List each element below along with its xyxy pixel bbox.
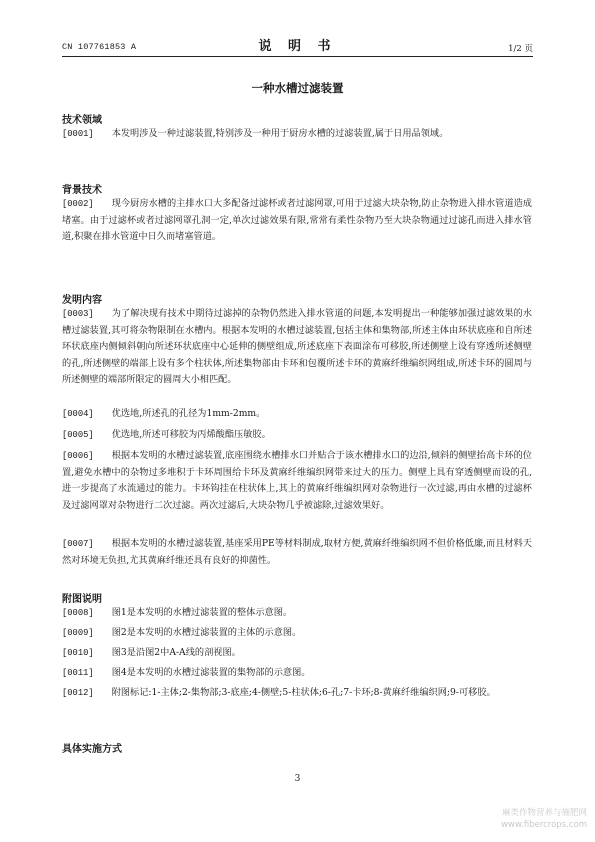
section-heading-technical-field: 技术领域: [62, 115, 102, 126]
paragraph-text: 图2是本发明的水槽过滤装置的主体的示意图。: [111, 627, 302, 638]
paragraph-id: [0004]: [62, 409, 94, 419]
paragraph-0011: [62, 665, 532, 682]
page-header: [62, 34, 533, 54]
section-heading-embodiments: 具体实施方式: [62, 744, 122, 755]
paragraph-text: 根据本发明的水槽过滤装置,底座围绕水槽排水口并贴合于该水槽排水口的边沿,倾斜的侧壁抬高卡环的位置,避免水槽中的杂物过多堆积于卡环周围给卡环及黄麻纤维编织网带来过大的压力。侧壁上具有穿透侧壁而设的孔,进一步提高了水流通过的能力。卡环钩挂在柱状体上,其上的黄麻纤维编织网对杂物进行一次过滤,再由水槽的过滤杯及过滤网罩对杂物进行二次过滤。两次过滤后,大块杂物几乎被滤除,过滤效果好。: [62, 450, 532, 511]
paragraph-text: 为了解决现有技术中期待过滤掉的杂物仍然进入排水管道的问题,本发明提出一种能够加强过滤效果的水槽过滤装置,其可将杂物限制在水槽内。根据本发明的水槽过滤装置,包括主体和集物部,所述主体由环状底座和自所述环状底座内侧倾斜朝向所述环状底座中心延伸的侧壁组成,所述底座下表面涂布可移胶,所述侧壁上设有穿透所述侧壁的孔,所述侧壁的端部上设有多个柱状体,所述集物部由卡环和包覆所述卡环的黄麻纤维编织网组成,所述卡环的圆周与所述侧壁的端部所限定的圆周大小相匹配。: [62, 308, 532, 386]
paragraph-id: [0003]: [62, 309, 94, 319]
header-rule: [62, 56, 533, 57]
paragraph-0003: [62, 306, 532, 389]
paragraph-text: 本发明涉及一种过滤装置,特别涉及一种用于厨房水槽的过滤装置,属于日用品领域。: [111, 128, 449, 139]
paragraph-0002: [62, 196, 532, 246]
paragraph-id: [0002]: [62, 199, 94, 209]
paragraph-0001: [62, 126, 532, 143]
section-heading-summary: 发明内容: [62, 295, 102, 306]
paragraph-text: 优选地,所述孔的孔径为1mm-2mm。: [111, 408, 266, 419]
paragraph-0010: [62, 645, 532, 662]
paragraph-id: [0011]: [62, 668, 94, 678]
paragraph-text: 图3是沿图2中A-A线的剖视图。: [111, 647, 241, 658]
paragraph-0004: [62, 406, 532, 423]
paragraph-id: [0005]: [62, 430, 94, 440]
section-heading-background: 背景技术: [62, 185, 102, 196]
paragraph-text: 根据本发明的水槽过滤装置,基座采用PE等材料制成,取材方便,黄麻纤维编织网不但价格低廉,而且材料天然对环境无负担,尤其黄麻纤维还具有良好的抑菌性。: [62, 538, 532, 566]
page-indicator: 1/2 页: [508, 44, 533, 54]
paragraph-text: 图1是本发明的水槽过滤装置的整体示意图。: [111, 607, 293, 618]
paragraph-id: [0006]: [62, 451, 94, 461]
paragraph-0007: [62, 536, 532, 569]
paragraph-text: 优选地,所述可移胶为丙烯酸酯压敏胶。: [111, 429, 271, 440]
section-heading-drawings: 附图说明: [62, 594, 102, 605]
paragraph-text: 附图标记:1-主体;2-集物部;3-底座;4-侧壁;5-柱状体;6-孔;7-卡环;8-黄麻纤维编织网;9-可移胶。: [111, 687, 496, 698]
paragraph-0005: [62, 427, 532, 444]
paragraph-0012: [62, 685, 532, 702]
patent-number: CN 107761853 A: [62, 42, 137, 52]
paragraph-id: [0010]: [62, 648, 94, 658]
paragraph-id: [0009]: [62, 628, 94, 638]
page-number: 3: [294, 774, 301, 784]
paragraph-id: [0008]: [62, 608, 94, 618]
paragraph-id: [0001]: [62, 129, 94, 139]
paragraph-0008: [62, 605, 532, 622]
paragraph-0009: [62, 625, 532, 642]
document-title: 一种水槽过滤装置: [251, 81, 344, 95]
document-type-label: 说 明 书: [258, 39, 337, 54]
paragraph-id: [0007]: [62, 539, 94, 549]
watermark-text: 麻类作物营养与施肥网: [501, 808, 587, 818]
paragraph-text: 图4是本发明的水槽过滤装置的集物部的示意图。: [111, 667, 311, 678]
paragraph-id: [0012]: [62, 688, 94, 698]
watermark-url: www.fibercrops.com: [501, 820, 587, 830]
paragraph-0006: [62, 448, 532, 514]
paragraph-text: 现今厨房水槽的主排水口大多配备过滤杯或者过滤网罩,可用于过滤大块杂物,防止杂物进入排水管道造成堵塞。由于过滤杯或者过滤网罩孔洞一定,单次过滤效果有限,常常有柔性杂物乃至大块杂物通过过滤孔而进入排水管道,积聚在排水管道中日久而堵塞管道。: [62, 198, 532, 243]
